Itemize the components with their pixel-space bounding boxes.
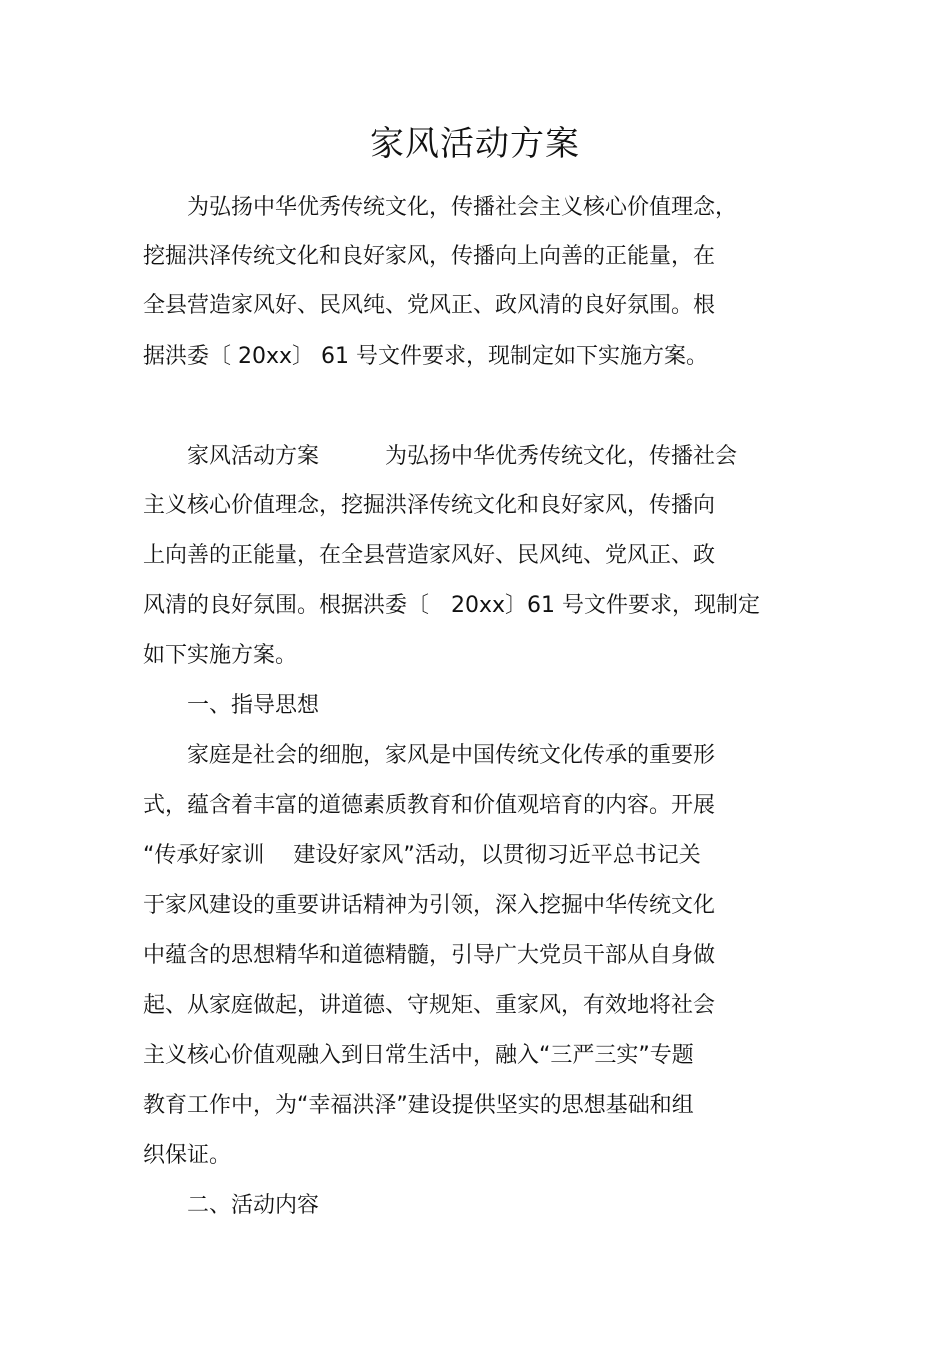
document-title: 家风活动方案	[370, 124, 580, 164]
paragraph-line: 起、从家庭做起，讲道德、守规矩、重家风，有效地将社会	[143, 993, 716, 1018]
paragraph-line: 家风活动方案 为弘扬中华优秀传统文化，传播社会	[143, 444, 738, 469]
paragraph-line: 教育工作中，为“幸福洪泽”建设提供坚实的思想基础和组	[143, 1093, 694, 1118]
section-heading: 二、活动内容	[143, 1193, 320, 1218]
section-heading: 一、指导思想	[143, 693, 320, 718]
paragraph-line: 于家风建设的重要讲话精神为引领，深入挖掘中华传统文化	[143, 893, 716, 918]
paragraph-line: 如下实施方案。	[143, 643, 298, 668]
paragraph-line: 挖掘洪泽传统文化和良好家风，传播向上向善的正能量，在	[143, 244, 716, 269]
paragraph-line: 中蕴含的思想精华和道德精髓，引导广大党员干部从自身做	[143, 943, 716, 968]
paragraph-line: 主义核心价值观融入到日常生活中，融入“三严三实”专题	[143, 1043, 694, 1068]
paragraph-line: 为弘扬中华优秀传统文化，传播社会主义核心价值理念，	[143, 195, 738, 220]
paragraph-line: “传承好家训 建设好家风”活动，以贯彻习近平总书记关	[143, 843, 701, 868]
paragraph-line: 全县营造家风好、民风纯、党风正、政风清的良好氛围。根	[143, 293, 716, 318]
paragraph-line: 据洪委〔 20xx〕 61 号文件要求，现制定如下实施方案。	[143, 344, 709, 369]
paragraph-line: 式，蕴含着丰富的道德素质教育和价值观培育的内容。开展	[143, 793, 716, 818]
paragraph-line: 主义核心价值理念，挖掘洪泽传统文化和良好家风，传播向	[143, 493, 716, 518]
paragraph-line: 织保证。	[143, 1143, 232, 1168]
paragraph-line: 风清的良好氛围。根据洪委〔 20xx〕61 号文件要求，现制定	[143, 593, 761, 618]
paragraph-line: 家庭是社会的细胞，家风是中国传统文化传承的重要形	[143, 743, 716, 768]
paragraph-line: 上向善的正能量，在全县营造家风好、民风纯、党风正、政	[143, 543, 716, 568]
